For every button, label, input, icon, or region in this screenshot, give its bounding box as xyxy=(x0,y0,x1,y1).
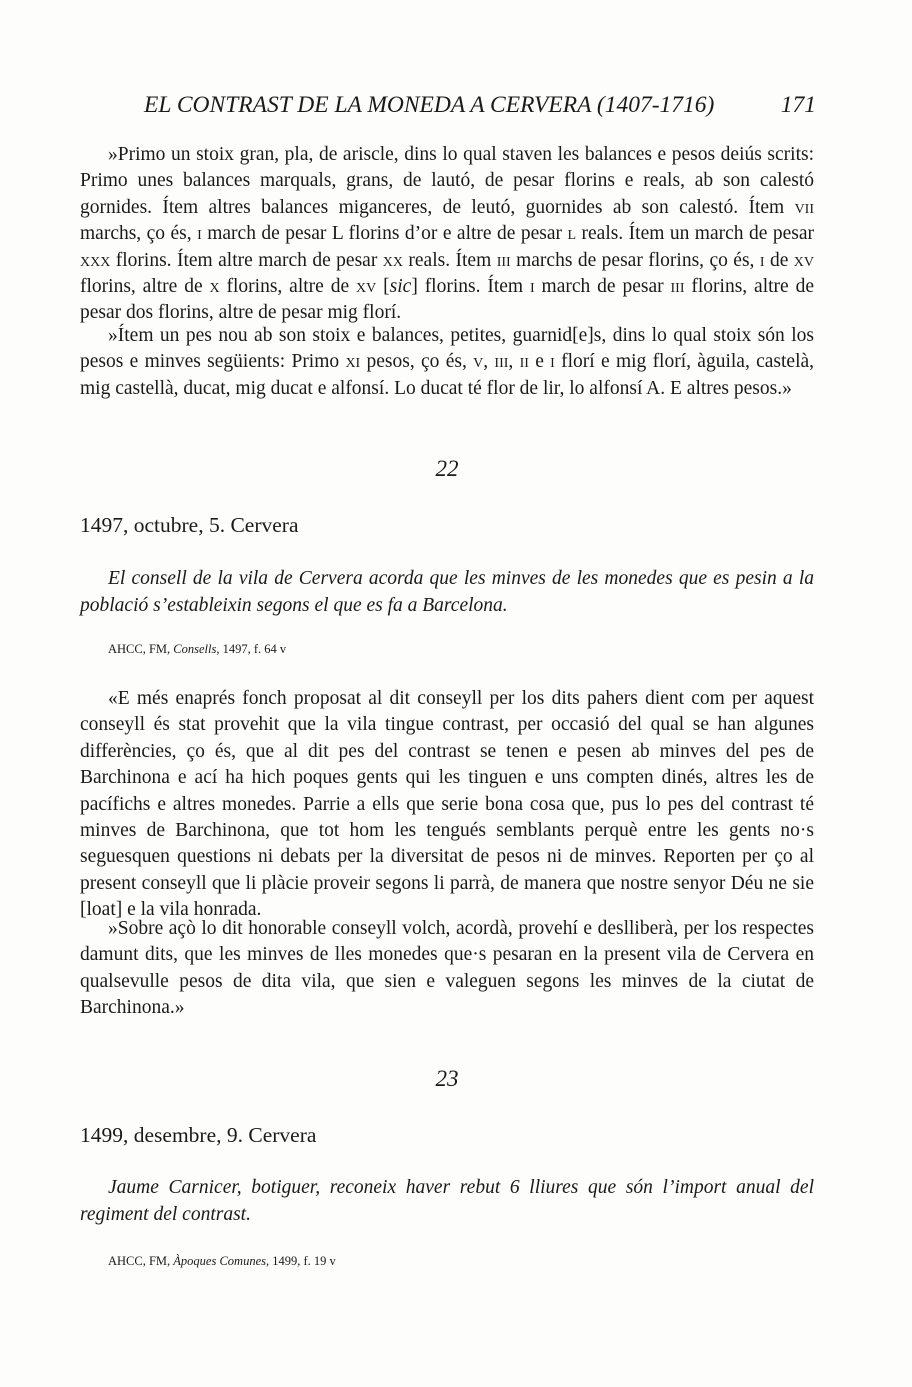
archival-source-23: AHCC, FM, Àpoques Comunes, 1499, f. 19 v xyxy=(108,1254,336,1268)
document-summary-23: Jaume Carnicer, botiguer, reconeix haver rebut 6 lliures que són l’import anual del regiment del contrast. xyxy=(80,1177,814,1225)
document-summary-22: El consell de la vila de Cervera acorda que les minves de les monedes que es pesin a la població s’estableixin segons el que es fa a Barcelona. xyxy=(80,568,814,616)
transcription-paragraph-22-2: »Sobre açò lo dit honorable conseyll volch, acordà, provehí e deslliberà, per los respectes damunt dits, que les minves de lles monedes que·s pesaran en la present vila de Cervera en qualsevulle pesos de dita vila, que sien e valeguen segons les minves de la ciutat de Barchinona.» xyxy=(80,918,814,1019)
document-date-22: 1497, octubre, 5. Cervera xyxy=(80,513,299,537)
document-number-23: 23 xyxy=(435,1066,459,1091)
inventory-paragraph-1: »Primo un stoix gran, pla, de ariscle, dins lo qual staven les balances e pesos deiús scrits: Primo unes balances marquals, grans, de lautó, de pesar florins e reals, ab son calestó gornides. Ítem altres balances miganceres, de leutó, guornides ab son calestó. Ítem vii marchs, ço és, i march de pesar L florins d’or e altre de pesar l reals. Ítem un march de pesar xxx florins. Ítem altre march de pesar xx reals. Ítem iii marchs de pesar florins, ço és, i de xv florins, altre de x florins, altre de xv [sic] florins. Ítem i march de pesar iii florins, altre de pesar dos florins, altre de pesar mig florí. xyxy=(80,144,815,324)
inventory-paragraph-2: »Ítem un pes nou ab son stoix e balances, petites, guarnid[e]s, dins lo qual stoix són los pesos e minves següients: Primo xi pesos, ço és, v, iii, ii e i florí e mig florí, àguila, castelà, mig castellà, ducat, mig ducat e alfonsí. Lo ducat té flor de lir, lo alfonsí A. E altres pesos.» xyxy=(80,325,815,399)
running-title: EL CONTRAST DE LA MONEDA A CERVERA (1407-1716) xyxy=(144,92,715,118)
transcription-paragraph-22-1: «E més enaprés fonch proposat al dit conseyll per los dits pahers dient com per aquest conseyll és stat provehit que la vila tingue contrast, per occasió del qual se han algunes differències, ço és, que al dit pes del contrast se tenen e pesen ab minves del pes de Barchinona e ací ha hich poques gents qui les tinguen e uns compten dinés, altres les de pacífichs e altres monedes. Parrie a ells que serie bona cosa que, pus lo pes del contrast té minves de Barchinona, que tot hom les tengués semblants perquè entre les gents no·s seguesquen questions ni debats per la diversitat de pesos ni de minves. Reporten per ço al present conseyll que li plàcie proveir segons li parrà, de manera que nostre senyor Déu ne sie [loat] e la vila honrada. xyxy=(80,688,814,921)
running-head xyxy=(144,88,816,122)
archival-source-22: AHCC, FM, Consells, 1497, f. 64 v xyxy=(108,642,287,656)
page-number: 171 xyxy=(780,92,816,118)
document-number-22: 22 xyxy=(435,456,459,481)
document-date-23: 1499, desembre, 9. Cervera xyxy=(80,1123,317,1147)
